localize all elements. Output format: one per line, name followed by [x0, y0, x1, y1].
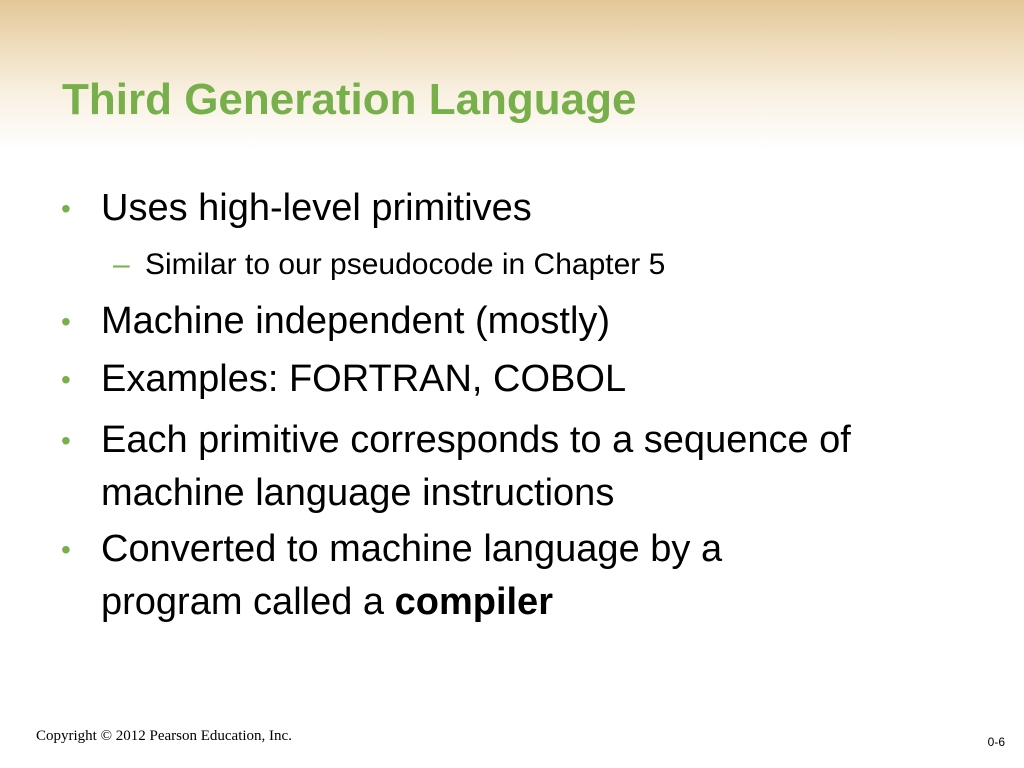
- copyright-notice: Copyright © 2012 Pearson Education, Inc.: [36, 728, 292, 744]
- bullet-text: Machine independent (mostly): [101, 300, 611, 342]
- bullet-text: Uses high-level primitives: [101, 187, 532, 229]
- bullet-dot-icon: •: [61, 364, 71, 395]
- bullet-text: Converted to machine language by a program called a: [101, 528, 723, 623]
- compiler-emphasis: compiler: [394, 581, 553, 623]
- bullet-dot-icon: •: [61, 425, 71, 456]
- bullet-dot-icon: •: [61, 193, 71, 224]
- sub-bullet-item: [113, 245, 666, 285]
- bullet-item: [61, 414, 961, 520]
- bullet-item: [61, 182, 981, 235]
- slide-title: Third Generation Language: [62, 75, 637, 124]
- bullet-text: Each primitive corresponds to a sequence of machine language instructions: [101, 419, 851, 514]
- sub-bullet-text: Similar to our pseudocode in Chapter 5: [145, 248, 666, 281]
- page-number: 0-6: [987, 735, 1005, 749]
- bullet-dot-icon: •: [61, 534, 71, 565]
- bullet-text: Examples: FORTRAN, COBOL: [101, 358, 627, 400]
- bullet-item: [61, 353, 981, 406]
- bullet-item: [61, 295, 981, 348]
- bullet-item: [61, 523, 861, 629]
- bullet-dot-icon: •: [61, 306, 71, 337]
- dash-icon: –: [113, 248, 130, 281]
